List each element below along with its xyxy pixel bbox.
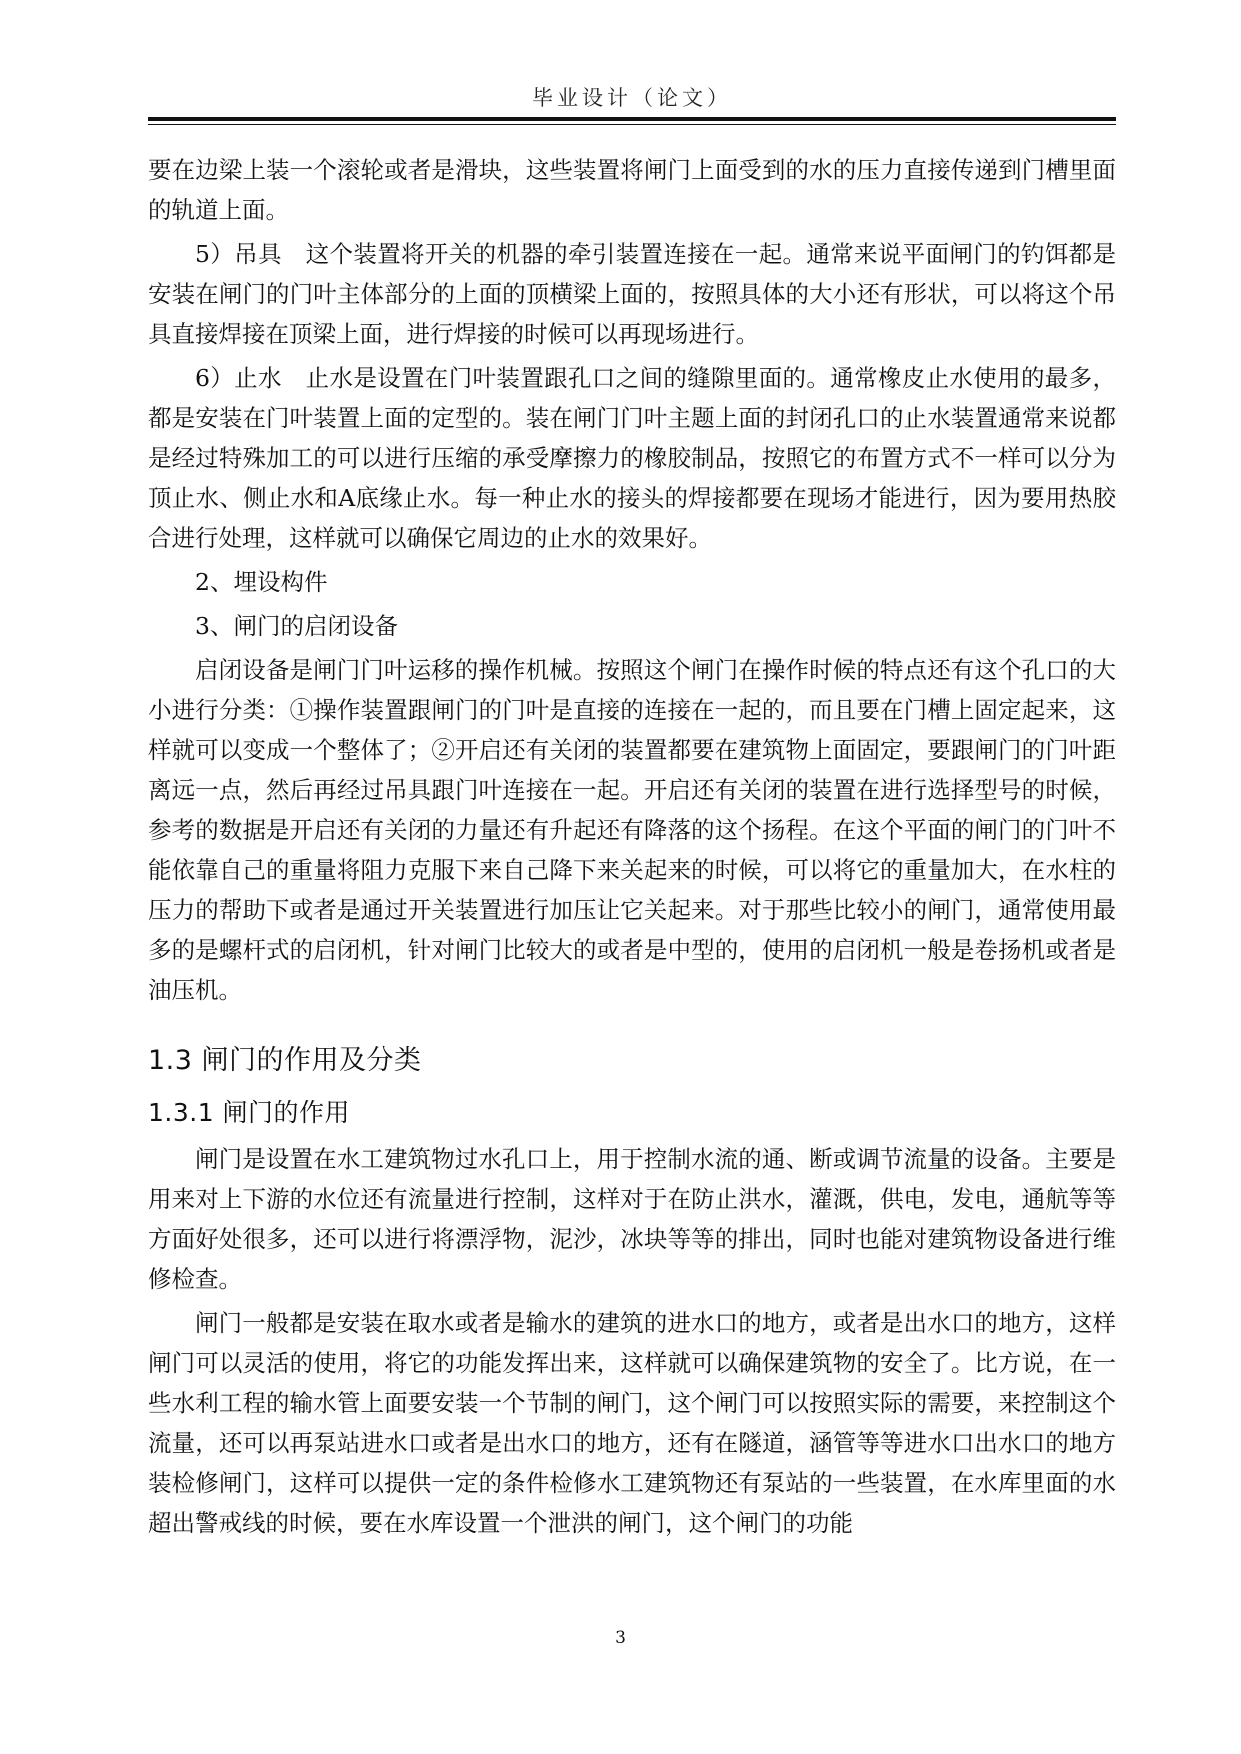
subsection-heading: 1.3.1 闸门的作用 bbox=[148, 1098, 351, 1127]
section-heading: 1.3 闸门的作用及分类 bbox=[148, 1045, 422, 1076]
header-rule-thin bbox=[148, 124, 1116, 125]
page-number: 3 bbox=[615, 1628, 626, 1648]
list-item-embedded-parts: 2、埋设构件 bbox=[195, 568, 328, 596]
header-rule-thick bbox=[148, 117, 1116, 121]
paragraph-gate-function: 闸门是设置在水工建筑物过水孔口上，用于控制水流的通、断或调节流量的设备。主要是用来对上下游的水位还有流量进行控制，这样对于在防止洪水，灌溉，供电，发电，通航等等方面好处很多，还可以进行将漂浮物，泥沙，冰块等等的排出，同时也能对建筑物设备进行维修检查。 bbox=[148, 1145, 1116, 1293]
paragraph-seal: 6）止水 止水是设置在门叶装置跟孔口之间的缝隙里面的。通常橡皮止水使用的最多，都是安装在门叶装置上面的定型的。装在闸门门叶主题上面的封闭孔口的止水装置通常来说都是经过特殊加工的可以进行压缩的承受摩擦力的橡胶制品，按照它的布置方式不一样可以分为顶止水、侧止水和A底缘止水。每一种止水的接头的焊接都要在现场才能进行，因为要用热胶合进行处理，这样就可以确保它周边的止水的效果好。 bbox=[148, 364, 1116, 552]
paragraph: 要在边梁上装一个滚轮或者是滑块，这些装置将闸门上面受到的水的压力直接传递到门槽里面的轨道上面。 bbox=[148, 156, 1116, 224]
list-item-hoisting-equipment: 3、闸门的启闭设备 bbox=[195, 612, 398, 640]
paragraph-gate-install: 闸门一般都是安装在取水或者是输水的建筑的进水口的地方，或者是出水口的地方，这样闸门可以灵活的使用，将它的功能发挥出来，这样就可以确保建筑物的安全了。比方说，在一些水利工程的输水管上面要安装一个节制的闸门，这个闸门可以按照实际的需要，来控制这个流量，还可以再泵站进水口或者是出水口的地方，还有在隧道，涵管等等进水口出水口的地方装检修闸门，这样可以提供一定的条件检修水工建筑物还有泵站的一些装置，在水库里面的水超出警戒线的时候，要在水库设置一个泄洪的闸门，这个闸门的功能 bbox=[148, 1309, 1116, 1537]
page-body bbox=[148, 150, 1116, 1547]
paragraph-hoist: 启闭设备是闸门门叶运移的操作机械。按照这个闸门在操作时候的特点还有这个孔口的大小进行分类：①操作装置跟闸门的门叶是直接的连接在一起的，而且要在门槽上固定起来，这样就可以变成一个整体了；②开启还有关闭的装置都要在建筑物上面固定，要跟闸门的门叶距离远一点，然后再经过吊具跟门叶连接在一起。开启还有关闭的装置在进行选择型号的时候，参考的数据是开启还有关闭的力量还有升起还有降落的这个扬程。在这个平面的闸门的门叶不能依靠自己的重量将阻力克服下来自己降下来关起来的时候，可以将它的重量加大，在水柱的压力的帮助下或者是通过开关装置进行加压让它关起来。对于那些比较小的闸门，通常使用最多的是螺杆式的启闭机，针对闸门比较大的或者是中型的，使用的启闭机一般是卷扬机或者是油压机。 bbox=[148, 656, 1116, 1004]
page-header: 毕业设计（论文） bbox=[532, 86, 732, 110]
paragraph-hanger: 5）吊具 这个装置将开关的机器的牵引装置连接在一起。通常来说平面闸门的钓饵都是安装在闸门的门叶主体部分的上面的顶横梁上面的，按照具体的大小还有形状，可以将这个吊具直接焊接在顶梁上面，进行焊接的时候可以再现场进行。 bbox=[148, 240, 1116, 348]
